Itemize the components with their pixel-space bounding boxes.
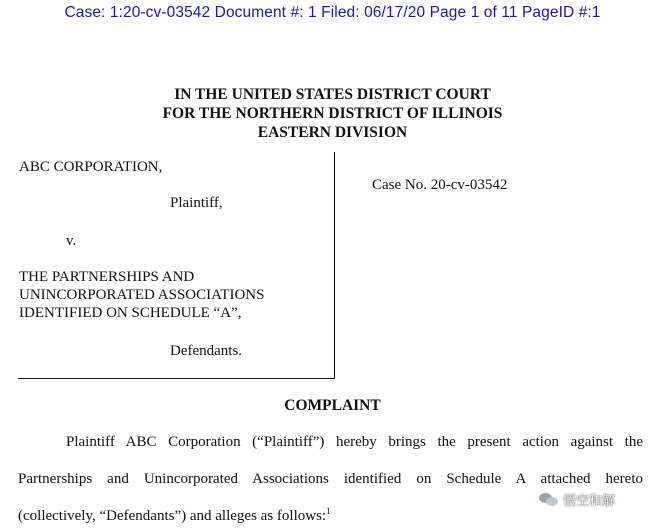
- complaint-paragraph-line1: Plaintiff ABC Corporation (“Plaintiff”) hereby brings the present action against the: [66, 434, 643, 450]
- ecf-header-stamp: Case: 1:20-cv-03542 Document #: 1 Filed: 06/17/20 Page 1 of 11 PageID #:1: [64, 4, 601, 21]
- case-caption-box: [18, 152, 335, 379]
- watermark: [539, 490, 615, 509]
- court-heading-line1: IN THE UNITED STATES DISTRICT COURT: [174, 86, 491, 103]
- versus-label: v.: [66, 233, 77, 249]
- defendant-role: Defendants.: [170, 343, 243, 359]
- defendant-line3: IDENTIFIED ON SCHEDULE “A”,: [19, 305, 242, 321]
- plaintiff-name: ABC CORPORATION,: [19, 159, 163, 175]
- court-heading-line3: EASTERN DIVISION: [257, 124, 408, 141]
- complaint-paragraph-line2: Partnerships and Unincorporated Associations identified on Schedule A attached hereto: [18, 471, 643, 487]
- defendant-line1: THE PARTNERSHIPS AND: [19, 269, 195, 285]
- complaint-title: COMPLAINT: [284, 397, 381, 414]
- wechat-icon: [539, 492, 559, 508]
- case-number: Case No. 20-cv-03542: [372, 177, 508, 193]
- watermark-text: 悟空和解: [563, 494, 616, 509]
- plaintiff-role: Plaintiff,: [170, 195, 223, 211]
- complaint-line3-text: (collectively, “Defendants”) and alleges as follows:: [18, 508, 327, 524]
- complaint-paragraph-line3: [18, 508, 331, 525]
- footnote-marker: 1: [326, 506, 331, 516]
- court-heading: [0, 85, 665, 142]
- defendant-line2: UNINCORPORATED ASSOCIATIONS: [19, 287, 265, 303]
- court-heading-line2: FOR THE NORTHERN DISTRICT OF ILLINOIS: [162, 105, 503, 122]
